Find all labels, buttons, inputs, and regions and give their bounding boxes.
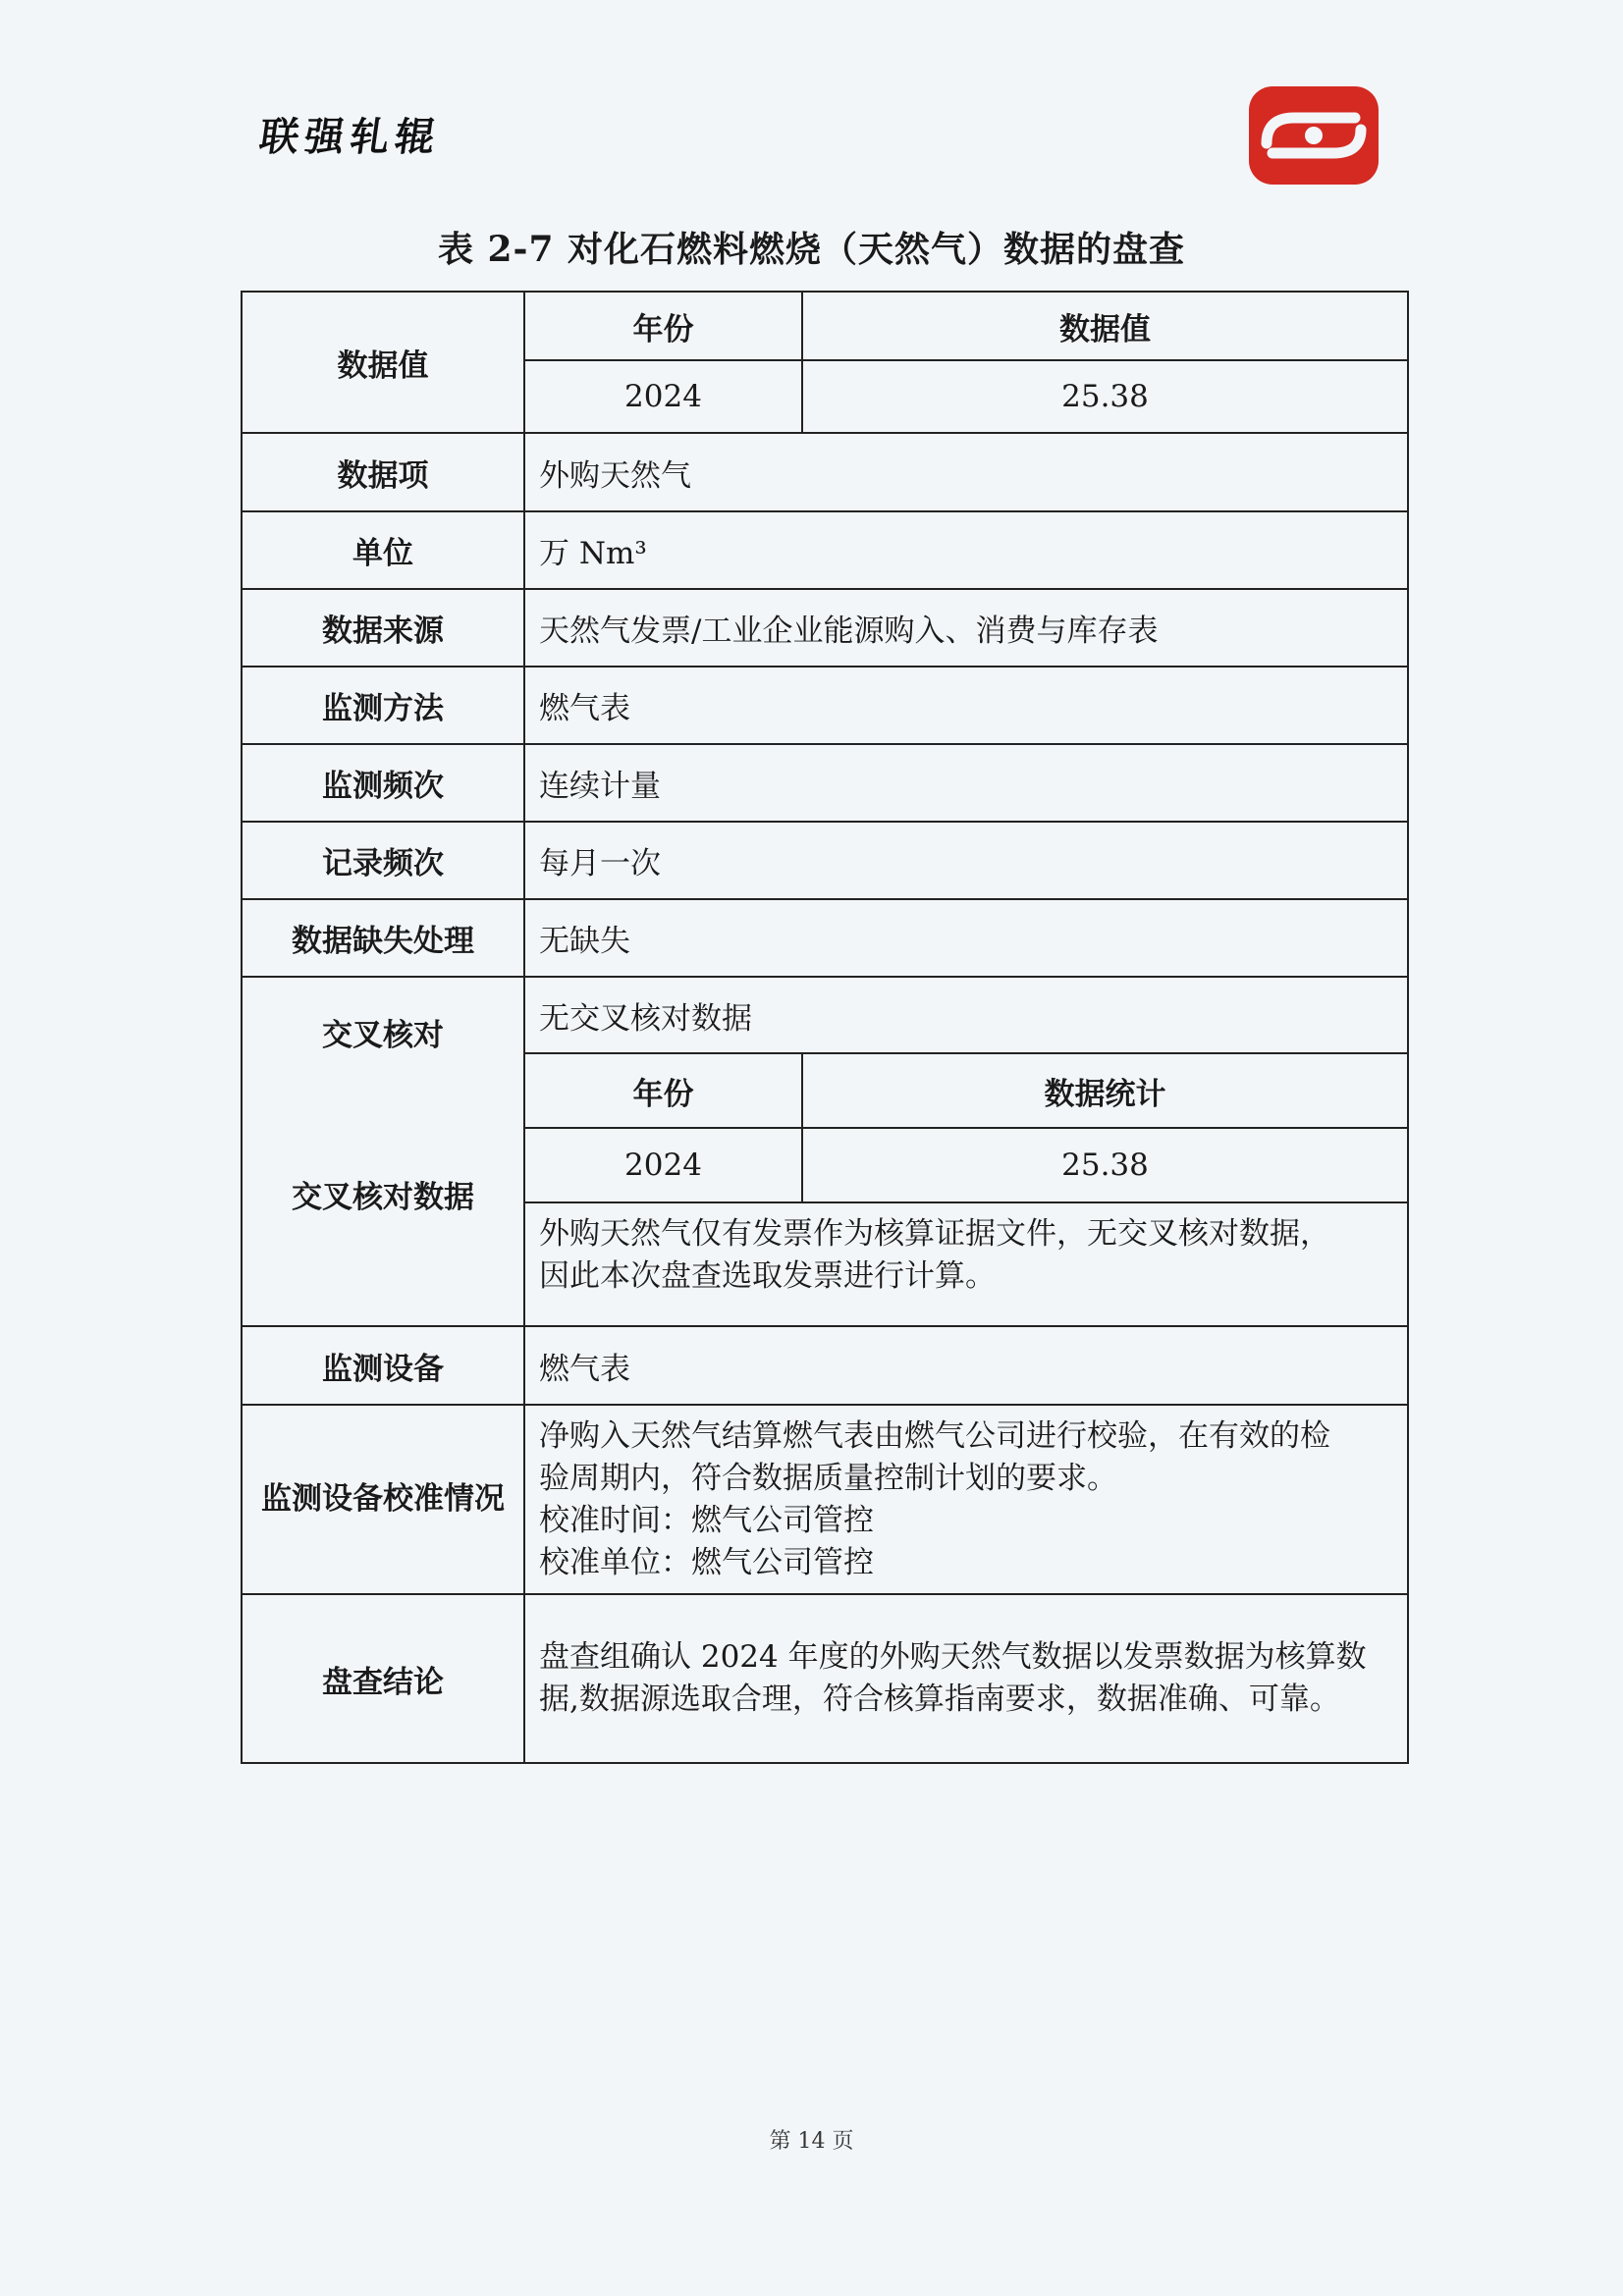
conclusion-line2: 据,数据源选取合理，符合核算指南要求，数据准确、可靠。 (539, 1682, 1340, 1717)
conclusion-value (524, 1594, 1408, 1763)
cross-note-line1: 外购天然气仅有发票作为核算证据文件，无交叉核对数据， (539, 1216, 1330, 1252)
cross-note-line2: 因此本次盘查选取发票进行计算。 (539, 1258, 996, 1294)
source-value: 天然气发票/工业企业能源购入、消费与库存表 (524, 589, 1408, 667)
data-value-label: 数据值 (242, 292, 524, 433)
cross-check-label: 交叉核对 (322, 1017, 444, 1053)
cross-check-data-label: 交叉核对数据 (292, 1179, 474, 1215)
missing-value: 无缺失 (524, 899, 1408, 977)
calibration-line4: 校准单位：燃气公司管控 (539, 1544, 874, 1580)
unit-value: 万 Nm³ (524, 511, 1408, 589)
cross-year-cell: 2024 (525, 1128, 802, 1201)
col-value-header: 数据值 (802, 293, 1407, 360)
year-cell: 2024 (525, 360, 802, 432)
company-logo-icon (1247, 84, 1380, 187)
calibration-value (524, 1405, 1408, 1594)
method-value: 燃气表 (524, 667, 1408, 744)
calibration-label: 监测设备校准情况 (242, 1405, 524, 1594)
item-label: 数据项 (242, 433, 524, 511)
col-year-header: 年份 (525, 293, 802, 360)
data-table (241, 291, 1409, 1764)
value-cell: 25.38 (1061, 379, 1149, 414)
calibration-line1: 净购入天然气结算燃气表由燃气公司进行校验，在有效的检 (539, 1417, 1330, 1454)
table-title: 表 2-7 对化石燃料燃烧（天然气）数据的盘查 (437, 229, 1186, 270)
cross-check-labels (242, 977, 524, 1326)
page-number: 第 14 页 (769, 2129, 854, 2154)
frequency-value: 连续计量 (524, 744, 1408, 822)
cross-check-note (525, 1201, 1407, 1308)
data-value-subtable (524, 292, 1408, 433)
frequency-label: 监测频次 (242, 744, 524, 822)
conclusion-line1: 盘查组确认 2024 年度的外购天然气数据以发票数据为核算数 (539, 1639, 1367, 1675)
conclusion-label: 盘查结论 (242, 1594, 524, 1763)
calibration-line2: 验周期内，符合数据质量控制计划的要求。 (539, 1460, 1117, 1496)
missing-label: 数据缺失处理 (242, 899, 524, 977)
device-value: 燃气表 (524, 1326, 1408, 1405)
cross-col-year-header: 年份 (525, 1054, 802, 1128)
cross-value-cell: 25.38 (1061, 1148, 1149, 1183)
cross-check-value: 无交叉核对数据 (525, 978, 1407, 1054)
company-brand: 联强轧辊 (256, 115, 444, 160)
record-value: 每月一次 (524, 822, 1408, 899)
method-label: 监测方法 (242, 667, 524, 744)
record-label: 记录频次 (242, 822, 524, 899)
unit-label: 单位 (242, 511, 524, 589)
item-value: 外购天然气 (524, 433, 1408, 511)
source-label: 数据来源 (242, 589, 524, 667)
cross-check-content (524, 977, 1408, 1326)
calibration-line3: 校准时间：燃气公司管控 (539, 1502, 874, 1538)
cross-col-stat-header: 数据统计 (802, 1054, 1407, 1128)
device-label: 监测设备 (242, 1326, 524, 1405)
